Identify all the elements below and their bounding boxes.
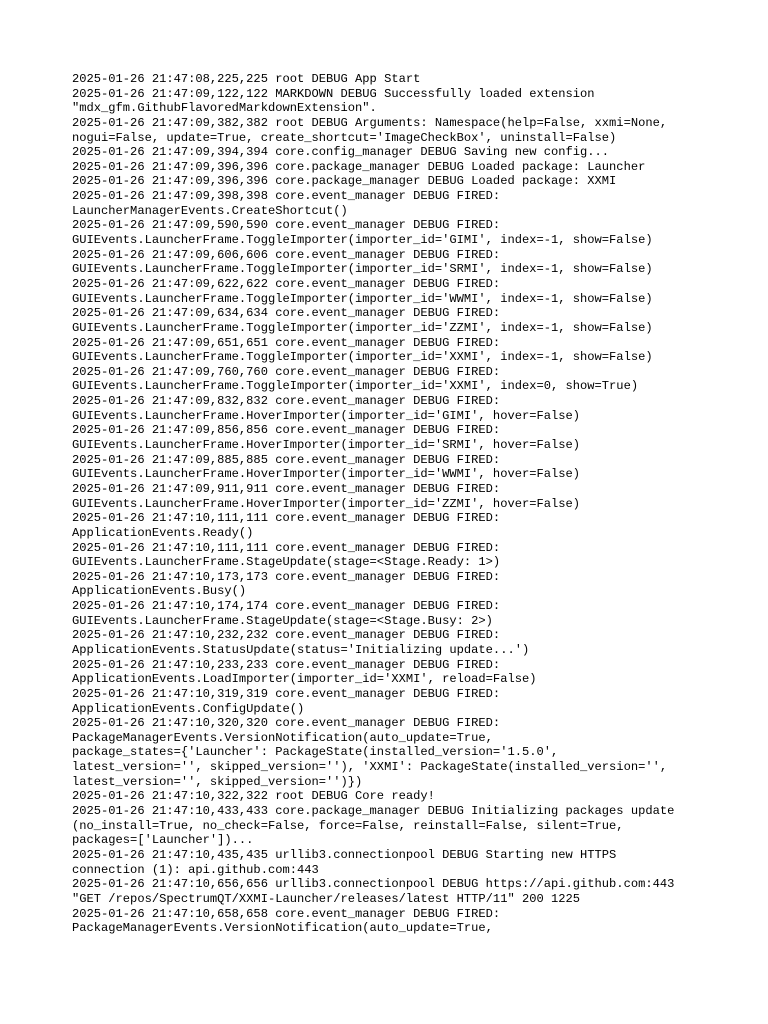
- log-line: 2025-01-26 21:47:09,382,382 root DEBUG Arguments: Namespace(help=False, xxmi=None,: [72, 115, 668, 130]
- log-line: 2025-01-26 21:47:10,111,111 core.event_manager DEBUG FIRED:: [72, 540, 501, 555]
- log-line: connection (1): api.github.com:443: [72, 862, 319, 877]
- log-line: ApplicationEvents.Busy(): [72, 584, 247, 599]
- log-line: GUIEvents.LauncherFrame.ToggleImporter(importer_id='XXMI', index=0, show=True): [72, 379, 639, 394]
- log-line: LauncherManagerEvents.CreateShortcut(): [72, 203, 348, 218]
- log-line: 2025-01-26 21:47:09,634,634 core.event_manager DEBUG FIRED:: [72, 306, 501, 321]
- log-line: 2025-01-26 21:47:09,396,396 core.package_manager DEBUG Loaded package: XXMI: [72, 174, 617, 189]
- log-line: 2025-01-26 21:47:10,233,233 core.event_manager DEBUG FIRED:: [72, 657, 501, 672]
- log-line: GUIEvents.LauncherFrame.HoverImporter(importer_id='SRMI', hover=False): [72, 438, 581, 453]
- log-line: 2025-01-26 21:47:08,225,225 root DEBUG App Start: [72, 72, 421, 86]
- log-line: 2025-01-26 21:47:09,651,651 core.event_manager DEBUG FIRED:: [72, 335, 501, 350]
- log-line: 2025-01-26 21:47:10,433,433 core.package_manager DEBUG Initializing packages update: [72, 804, 675, 819]
- log-output: [72, 72, 702, 936]
- log-line: 2025-01-26 21:47:10,173,173 core.event_manager DEBUG FIRED:: [72, 569, 501, 584]
- log-line: 2025-01-26 21:47:10,322,322 root DEBUG Core ready!: [72, 789, 435, 804]
- log-line: 2025-01-26 21:47:10,658,658 core.event_manager DEBUG FIRED:: [72, 906, 501, 921]
- log-line: (no_install=True, no_check=False, force=False, reinstall=False, silent=True,: [72, 818, 624, 833]
- log-line: 2025-01-26 21:47:10,656,656 urllib3.connectionpool DEBUG https://api.github.com:443: [72, 877, 675, 892]
- log-line: GUIEvents.LauncherFrame.ToggleImporter(importer_id='GIMI', index=-1, show=False): [72, 233, 653, 248]
- log-line: 2025-01-26 21:47:09,398,398 core.event_manager DEBUG FIRED:: [72, 189, 501, 204]
- log-line: PackageManagerEvents.VersionNotification(auto_update=True,: [72, 921, 493, 936]
- log-line: 2025-01-26 21:47:10,232,232 core.event_manager DEBUG FIRED:: [72, 628, 501, 643]
- log-line: GUIEvents.LauncherFrame.StageUpdate(stage=<Stage.Busy: 2>): [72, 613, 493, 628]
- log-line: ApplicationEvents.LoadImporter(importer_id='XXMI', reload=False): [72, 672, 537, 687]
- log-line: "mdx_gfm.GithubFlavoredMarkdownExtension".: [72, 101, 377, 116]
- log-line: 2025-01-26 21:47:10,435,435 urllib3.connectionpool DEBUG Starting new HTTPS: [72, 847, 617, 862]
- log-line: GUIEvents.LauncherFrame.HoverImporter(importer_id='GIMI', hover=False): [72, 408, 581, 423]
- log-line: GUIEvents.LauncherFrame.HoverImporter(importer_id='WWMI', hover=False): [72, 467, 581, 482]
- log-line: package_states={'Launcher': PackageState(installed_version='1.5.0',: [72, 745, 559, 760]
- log-line: ApplicationEvents.Ready(): [72, 525, 254, 540]
- log-line: 2025-01-26 21:47:09,760,760 core.event_manager DEBUG FIRED:: [72, 364, 501, 379]
- log-line: 2025-01-26 21:47:09,856,856 core.event_manager DEBUG FIRED:: [72, 423, 501, 438]
- log-line: 2025-01-26 21:47:09,832,832 core.event_manager DEBUG FIRED:: [72, 394, 501, 409]
- log-line: ApplicationEvents.StatusUpdate(status='Initializing update...'): [72, 642, 530, 657]
- log-line: 2025-01-26 21:47:09,622,622 core.event_manager DEBUG FIRED:: [72, 276, 501, 291]
- log-line: 2025-01-26 21:47:09,911,911 core.event_manager DEBUG FIRED:: [72, 481, 501, 496]
- log-line: 2025-01-26 21:47:09,122,122 MARKDOWN DEBUG Successfully loaded extension: [72, 86, 595, 101]
- log-line: 2025-01-26 21:47:10,111,111 core.event_manager DEBUG FIRED:: [72, 511, 501, 526]
- log-line: 2025-01-26 21:47:09,590,590 core.event_manager DEBUG FIRED:: [72, 218, 501, 233]
- log-line: PackageManagerEvents.VersionNotification(auto_update=True,: [72, 730, 493, 745]
- log-line: GUIEvents.LauncherFrame.StageUpdate(stage=<Stage.Ready: 1>): [72, 555, 501, 570]
- log-line: latest_version='', skipped_version=''), 'XXMI': PackageState(installed_version='',: [72, 760, 668, 775]
- log-line: 2025-01-26 21:47:09,606,606 core.event_manager DEBUG FIRED:: [72, 247, 501, 262]
- log-line: 2025-01-26 21:47:10,174,174 core.event_manager DEBUG FIRED:: [72, 599, 501, 614]
- log-line: latest_version='', skipped_version='')}): [72, 774, 363, 789]
- log-line: GUIEvents.LauncherFrame.ToggleImporter(importer_id='XXMI', index=-1, show=False): [72, 350, 653, 365]
- log-line: "GET /repos/SpectrumQT/XXMI-Launcher/releases/latest HTTP/11" 200 1225: [72, 891, 581, 906]
- log-line: GUIEvents.LauncherFrame.ToggleImporter(importer_id='WWMI', index=-1, show=False): [72, 291, 653, 306]
- log-line: nogui=False, update=True, create_shortcut='ImageCheckBox', uninstall=False): [72, 130, 617, 145]
- log-line: GUIEvents.LauncherFrame.HoverImporter(importer_id='ZZMI', hover=False): [72, 496, 581, 511]
- log-line: GUIEvents.LauncherFrame.ToggleImporter(importer_id='SRMI', index=-1, show=False): [72, 262, 653, 277]
- log-line: packages=['Launcher'])...: [72, 833, 254, 848]
- log-line: 2025-01-26 21:47:10,319,319 core.event_manager DEBUG FIRED:: [72, 686, 501, 701]
- log-line: 2025-01-26 21:47:10,320,320 core.event_manager DEBUG FIRED:: [72, 716, 501, 731]
- log-line: GUIEvents.LauncherFrame.ToggleImporter(importer_id='ZZMI', index=-1, show=False): [72, 320, 653, 335]
- log-line: 2025-01-26 21:47:09,396,396 core.package_manager DEBUG Loaded package: Launcher: [72, 159, 646, 174]
- log-line: 2025-01-26 21:47:09,394,394 core.config_manager DEBUG Saving new config...: [72, 145, 610, 160]
- log-line: ApplicationEvents.ConfigUpdate(): [72, 701, 305, 716]
- log-line: 2025-01-26 21:47:09,885,885 core.event_manager DEBUG FIRED:: [72, 452, 501, 467]
